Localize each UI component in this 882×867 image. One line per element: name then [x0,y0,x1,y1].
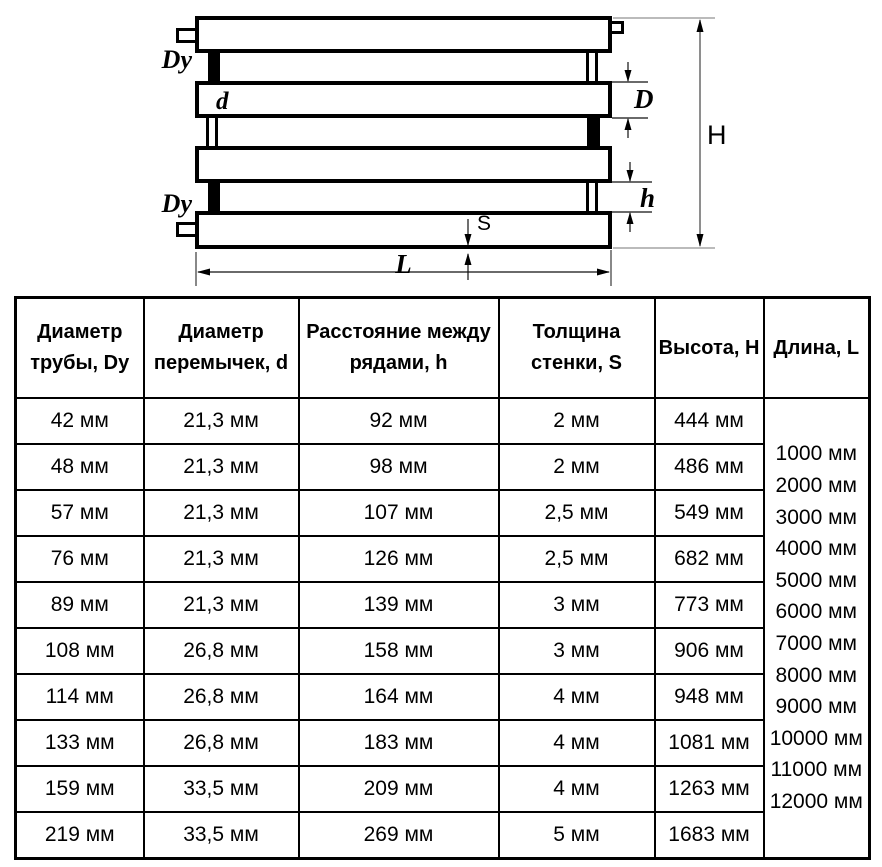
table-row [16,490,870,536]
table-header-row [16,298,870,399]
table-cell: 26,8 мм [144,674,299,720]
register-radiator-diagram [0,0,882,296]
table-cell: 133 мм [16,720,144,766]
label-L: L [395,249,412,279]
table-cell: 3 мм [499,582,655,628]
table-cell: 159 мм [16,766,144,812]
table-header [16,298,870,399]
table-cell: 682 мм [655,536,764,582]
table-cell: 2,5 мм [499,536,655,582]
jumper-right-gap3 [586,179,598,215]
table-cell: 164 мм [299,674,499,720]
jumper-right-gap1 [586,50,598,85]
jumper-left-gap2 [206,114,218,150]
length-value: 11000 мм [770,758,863,782]
header-jumper-diameter: Диаметр перемычек, d [144,298,299,399]
length-value: 4000 мм [775,537,857,561]
table-cell: 209 мм [299,766,499,812]
length-value: 6000 мм [775,600,857,624]
header-pipe-diameter: Диаметр трубы, Dy [16,298,144,399]
label-d: d [216,88,229,115]
table-cell: 269 мм [299,812,499,859]
header-row-spacing: Расстояние между рядами, h [299,298,499,399]
table-cell: 2,5 мм [499,490,655,536]
table-cell: 4 мм [499,766,655,812]
table-cell: 33,5 мм [144,812,299,859]
length-value: 5000 мм [775,568,857,592]
table-cell: 21,3 мм [144,398,299,444]
table-cell: 107 мм [299,490,499,536]
table-row [16,674,870,720]
table-cell: 1263 мм [655,766,764,812]
header-length: Длина, L [764,298,870,399]
table-cell: 219 мм [16,812,144,859]
table-cell: 21,3 мм [144,490,299,536]
table-cell: 4 мм [499,720,655,766]
table-row [16,582,870,628]
table-cell: 444 мм [655,398,764,444]
table-cell: 98 мм [299,444,499,490]
pipe-row-3 [195,146,612,183]
table-row [16,720,870,766]
table-cell: 21,3 мм [144,444,299,490]
table-cell: 4 мм [499,674,655,720]
table-row [16,444,870,490]
table-cell: 126 мм [299,536,499,582]
table-cell: 158 мм [299,628,499,674]
length-value: 3000 мм [775,505,857,529]
length-value: 8000 мм [775,663,857,687]
length-value: 9000 мм [775,695,857,719]
label-dy-top: Dy [161,45,192,74]
header-height: Высота, H [655,298,764,399]
table-cell: 26,8 мм [144,628,299,674]
table-cell: 1683 мм [655,812,764,859]
table-row [16,398,870,444]
length-value: 1000 мм [775,442,857,466]
length-value: 10000 мм [769,726,863,750]
table-cell: 5 мм [499,812,655,859]
length-values-cell [764,398,870,859]
table-row [16,628,870,674]
table-cell: 3 мм [499,628,655,674]
label-D: D [634,84,654,114]
label-dy-bottom: Dy [161,189,192,218]
table-cell: 2 мм [499,444,655,490]
table-cell: 26,8 мм [144,720,299,766]
length-value: 7000 мм [775,632,857,655]
length-value: 12000 мм [769,789,863,813]
label-S: S [477,212,492,235]
table-cell: 48 мм [16,444,144,490]
table-cell: 549 мм [655,490,764,536]
table-cell: 42 мм [16,398,144,444]
pipe-row-1 [195,16,612,53]
table-cell: 76 мм [16,536,144,582]
table-cell: 486 мм [655,444,764,490]
header-wall-thickness: Толщина стенки, S [499,298,655,399]
dimensions-table [14,296,871,860]
riser-right-gap2 [587,114,600,150]
table-cell: 33,5 мм [144,766,299,812]
label-H: H [707,120,727,150]
table-cell: 57 мм [16,490,144,536]
label-h: h [640,183,656,213]
pipe-row-4 [195,211,612,249]
table-cell: 108 мм [16,628,144,674]
table-cell: 139 мм [299,582,499,628]
table-cell: 114 мм [16,674,144,720]
table-cell: 2 мм [499,398,655,444]
table-cell: 21,3 мм [144,582,299,628]
table-cell: 89 мм [16,582,144,628]
table-cell: 21,3 мм [144,536,299,582]
table-cell: 1081 мм [655,720,764,766]
table-cell: 906 мм [655,628,764,674]
table-cell: 183 мм [299,720,499,766]
riser-left-gap3 [208,179,220,215]
riser-left-gap1 [208,50,220,85]
table-row [16,766,870,812]
table-cell: 92 мм [299,398,499,444]
table-row [16,812,870,859]
table-cell: 773 мм [655,582,764,628]
table-body [16,398,870,859]
pipe-row-2 [195,81,612,118]
table-row [16,536,870,582]
table-cell: 948 мм [655,674,764,720]
length-value: 2000 мм [775,474,857,498]
